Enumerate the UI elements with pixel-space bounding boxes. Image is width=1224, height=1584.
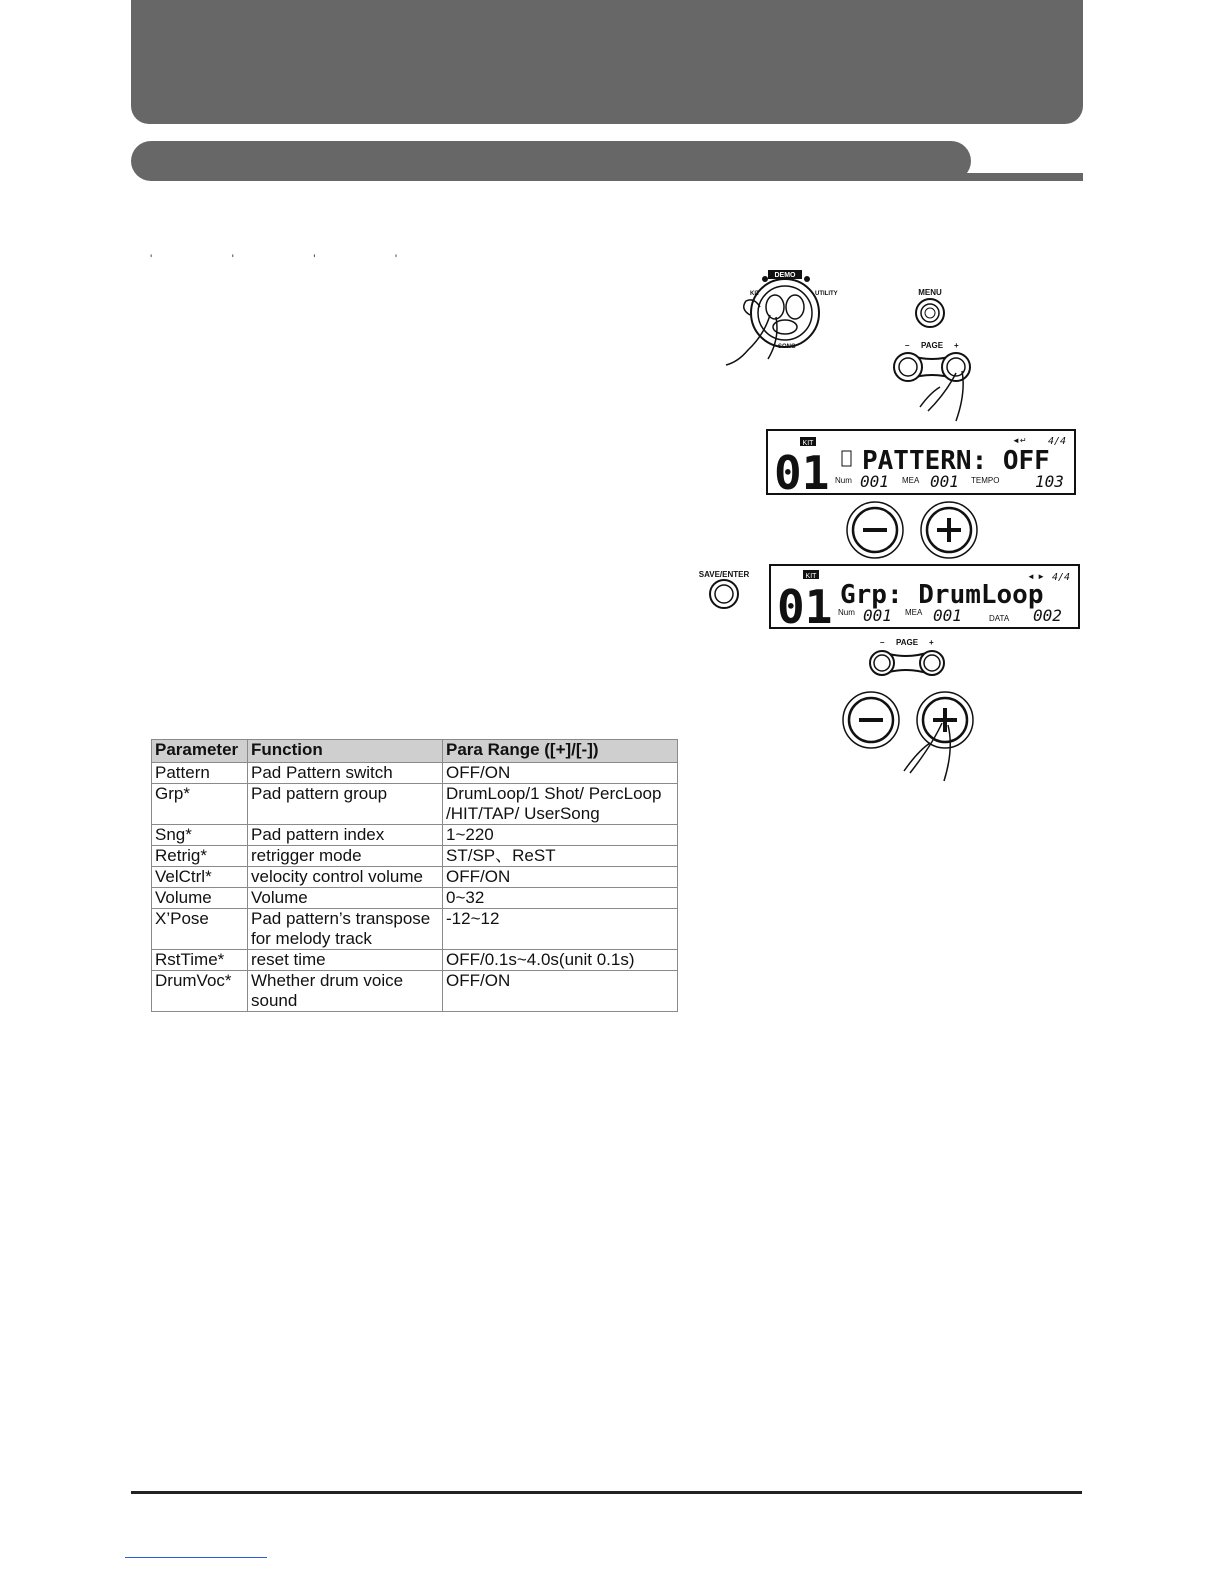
menu-label: MENU bbox=[918, 288, 942, 297]
lcd1-meter: 4/4 bbox=[1048, 436, 1067, 447]
save-enter-label: SAVE/ENTER bbox=[698, 570, 750, 579]
lcd-display-pattern bbox=[767, 430, 1075, 500]
header-range: Para Range ([+]/[-]) bbox=[443, 740, 678, 763]
table-row bbox=[152, 784, 678, 825]
page-label: PAGE bbox=[920, 341, 944, 350]
cell-function: reset time bbox=[248, 950, 443, 971]
cell-function: Pad Pattern switch bbox=[248, 763, 443, 784]
cell-range: 1~220 bbox=[443, 825, 678, 846]
cell-parameter: Grp* bbox=[152, 784, 248, 825]
lcd-display-group bbox=[770, 565, 1079, 634]
dial-demo-label: DEMO bbox=[774, 272, 796, 279]
lcd1-num-value: 001 bbox=[860, 472, 889, 491]
section-rule bbox=[635, 173, 1083, 181]
lcd2-main-text: Grp: DrumLoop bbox=[840, 580, 1044, 610]
cell-function: Volume bbox=[248, 888, 443, 909]
lcd2-data-label: DATA bbox=[989, 614, 1010, 623]
cell-parameter: VelCtrl* bbox=[152, 867, 248, 888]
lcd2-kit-number: 01 bbox=[777, 580, 833, 634]
dec-button[interactable] bbox=[847, 502, 903, 558]
lcd2-arrow-icon: ◄ ► bbox=[1027, 572, 1046, 581]
page-plus-sign: + bbox=[954, 341, 959, 350]
cell-range: OFF/ON bbox=[443, 971, 678, 1012]
lcd1-kit-badge: KIT bbox=[802, 440, 814, 447]
footer-link-underline[interactable] bbox=[125, 1557, 267, 1558]
header-banner bbox=[131, 0, 1083, 124]
table-row bbox=[152, 971, 678, 1012]
table-row bbox=[152, 909, 678, 950]
lcd1-main-text: PATTERN: OFF bbox=[862, 446, 1050, 476]
footer-rule bbox=[131, 1491, 1082, 1494]
lcd1-tempo-value: 103 bbox=[1035, 472, 1064, 491]
inc-button-2[interactable] bbox=[917, 692, 973, 748]
table-row bbox=[152, 846, 678, 867]
table-row bbox=[152, 825, 678, 846]
dial-kit-label: KIT bbox=[750, 291, 760, 297]
cell-function: Pad pattern index bbox=[248, 825, 443, 846]
lcd2-num-label: Num bbox=[838, 608, 855, 617]
table-row bbox=[152, 867, 678, 888]
header-function: Function bbox=[248, 740, 443, 763]
cell-function: velocity control volume bbox=[248, 867, 443, 888]
illustration-svg bbox=[690, 255, 1090, 795]
save-enter-button[interactable] bbox=[710, 580, 738, 608]
lcd2-num-value: 001 bbox=[863, 606, 892, 625]
lcd2-data-value: 002 bbox=[1033, 606, 1062, 625]
cell-function: retrigger mode bbox=[248, 846, 443, 867]
mode-dial[interactable] bbox=[750, 270, 838, 350]
cell-parameter: X’Pose bbox=[152, 909, 248, 950]
page-plus-sign: + bbox=[929, 638, 934, 647]
menu-button[interactable] bbox=[916, 299, 944, 327]
page-minus-sign: – bbox=[905, 341, 910, 350]
inc-button[interactable] bbox=[921, 502, 977, 558]
cell-function: Pad pattern’s transpose for melody track bbox=[248, 909, 443, 950]
cell-range: -12~12 bbox=[443, 909, 678, 950]
faint-text-fragment: ' ' ' ' bbox=[150, 252, 436, 266]
table-row bbox=[152, 888, 678, 909]
cell-range: DrumLoop/1 Shot/ PercLoop /HIT/TAP/ UserSong bbox=[443, 784, 678, 825]
lcd2-mea-label: MEA bbox=[905, 608, 923, 617]
table-row bbox=[152, 763, 678, 784]
lcd1-num-label: Num bbox=[835, 476, 852, 485]
lcd1-mea-value: 001 bbox=[930, 472, 959, 491]
lcd2-kit-badge: KIT bbox=[805, 573, 817, 580]
cell-range: OFF/ON bbox=[443, 867, 678, 888]
page-buttons-2[interactable] bbox=[870, 651, 944, 675]
page-buttons[interactable] bbox=[894, 353, 970, 381]
parameter-table bbox=[151, 739, 678, 1012]
cell-parameter: RstTime* bbox=[152, 950, 248, 971]
lcd2-mea-value: 001 bbox=[933, 606, 962, 625]
lcd1-tempo-label: TEMPO bbox=[971, 476, 1000, 485]
cell-range: ST/SP、ReST bbox=[443, 846, 678, 867]
dial-utility-label: UTILITY bbox=[815, 291, 838, 297]
cell-parameter: DrumVoc* bbox=[152, 971, 248, 1012]
lcd1-arrow-icon: ◄↵ bbox=[1012, 436, 1027, 445]
cell-parameter: Volume bbox=[152, 888, 248, 909]
cell-parameter: Retrig* bbox=[152, 846, 248, 867]
lcd1-mea-label: MEA bbox=[902, 476, 920, 485]
header-parameter: Parameter bbox=[152, 740, 248, 763]
lcd1-kit-number: 01 bbox=[774, 446, 830, 500]
operation-illustration bbox=[690, 255, 1090, 795]
table-row bbox=[152, 950, 678, 971]
cell-parameter: Sng* bbox=[152, 825, 248, 846]
lcd2-meter: 4/4 bbox=[1052, 572, 1071, 583]
page-minus-sign: – bbox=[880, 638, 885, 647]
dial-song-label: SONG bbox=[778, 344, 796, 350]
cell-function: Pad pattern group bbox=[248, 784, 443, 825]
cell-range: 0~32 bbox=[443, 888, 678, 909]
dec-button-2[interactable] bbox=[843, 692, 899, 748]
cell-range: OFF/0.1s~4.0s(unit 0.1s) bbox=[443, 950, 678, 971]
cell-function: Whether drum voice sound bbox=[248, 971, 443, 1012]
table-header-row bbox=[152, 740, 678, 763]
cell-parameter: Pattern bbox=[152, 763, 248, 784]
cell-range: OFF/ON bbox=[443, 763, 678, 784]
page-label-2: PAGE bbox=[895, 638, 919, 647]
